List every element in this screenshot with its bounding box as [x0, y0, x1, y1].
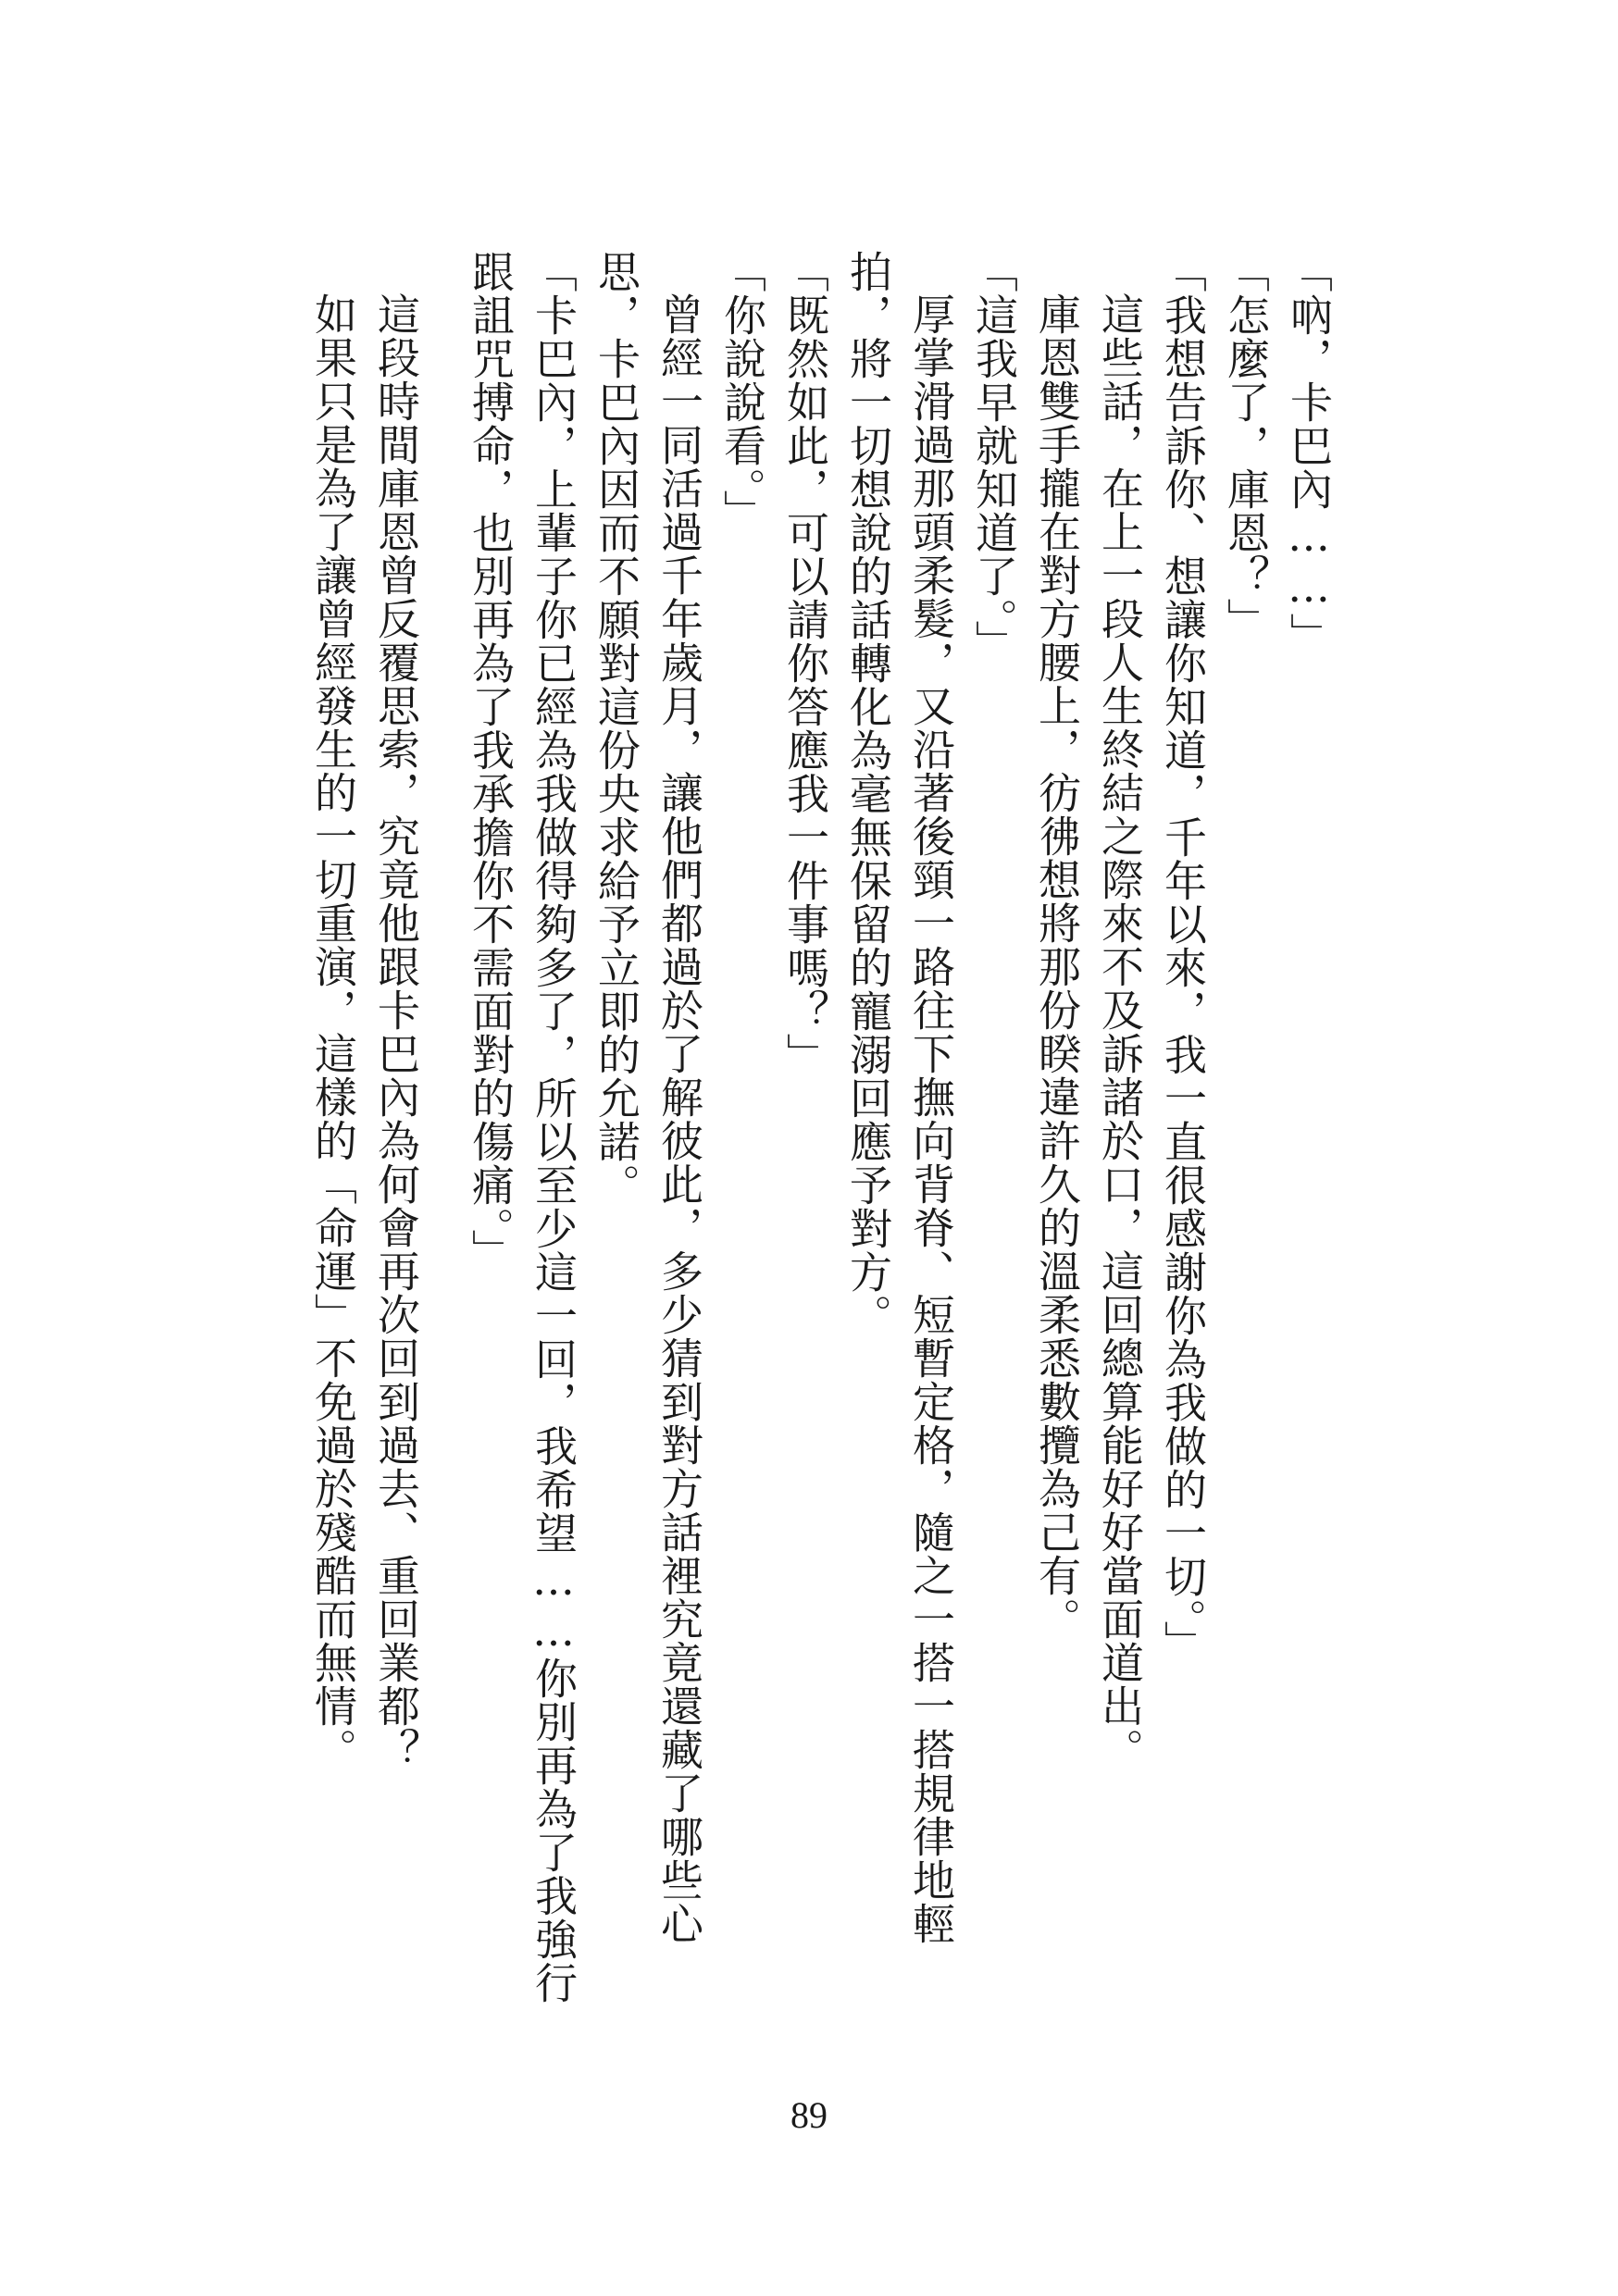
vertical-text-body — [302, 250, 1340, 2008]
paragraph: 這段時間庫恩曾反覆思索，究竟他跟卡巴內為何會再次回到過去、重回業都？ — [371, 292, 421, 1771]
paragraph: 曾經一同活過千年歲月，讓他們都過於了解彼此，多少猜到對方話裡究竟還藏了哪些心思，卡巴內因而不願對這份央求給予立即的允諾。 — [591, 250, 704, 1945]
paragraph: 這些話，在上一段人生終結之際來不及訴諸於口，這回總算能好好當面道出。 — [1095, 292, 1145, 1771]
paragraph: 「你說說看。」 — [717, 250, 767, 533]
page-number: 89 — [790, 2094, 828, 2136]
paragraph: 「既然如此，可以請你答應我一件事嗎？」 — [780, 250, 830, 1076]
paragraph: 「我想告訴你、想讓你知道，千年以來，我一直很感謝你為我做的一切。」 — [1158, 250, 1208, 1664]
paragraph: 「這我早就知道了。」 — [969, 250, 1019, 664]
paragraph: 「卡巴內，上輩子你已經為我做得夠多了，所以至少這一回，我希望……你別再為了我強行跟詛咒搏命，也別再為了我承擔你不需面對的傷痛。」 — [466, 250, 579, 2004]
paragraph: 如果只是為了讓曾經發生的一切重演，這樣的「命運」不免過於殘酷而無情。 — [308, 292, 358, 1771]
paragraph: 「吶，卡巴內……」 — [1284, 250, 1334, 656]
paragraph: 厚掌滑過那頭柔髮，又沿著後頸一路往下撫向背脊、短暫定格，隨之一搭一搭規律地輕拍，將一切想說的話轉化為毫無保留的寵溺回應予對方。 — [843, 250, 956, 1945]
paragraph: 庫恩雙手攏在對方腰上，彷彿想將那份睽違許久的溫柔悉數攬為己有。 — [1032, 292, 1082, 1641]
paragraph: 「怎麼了，庫恩？」 — [1221, 250, 1271, 641]
